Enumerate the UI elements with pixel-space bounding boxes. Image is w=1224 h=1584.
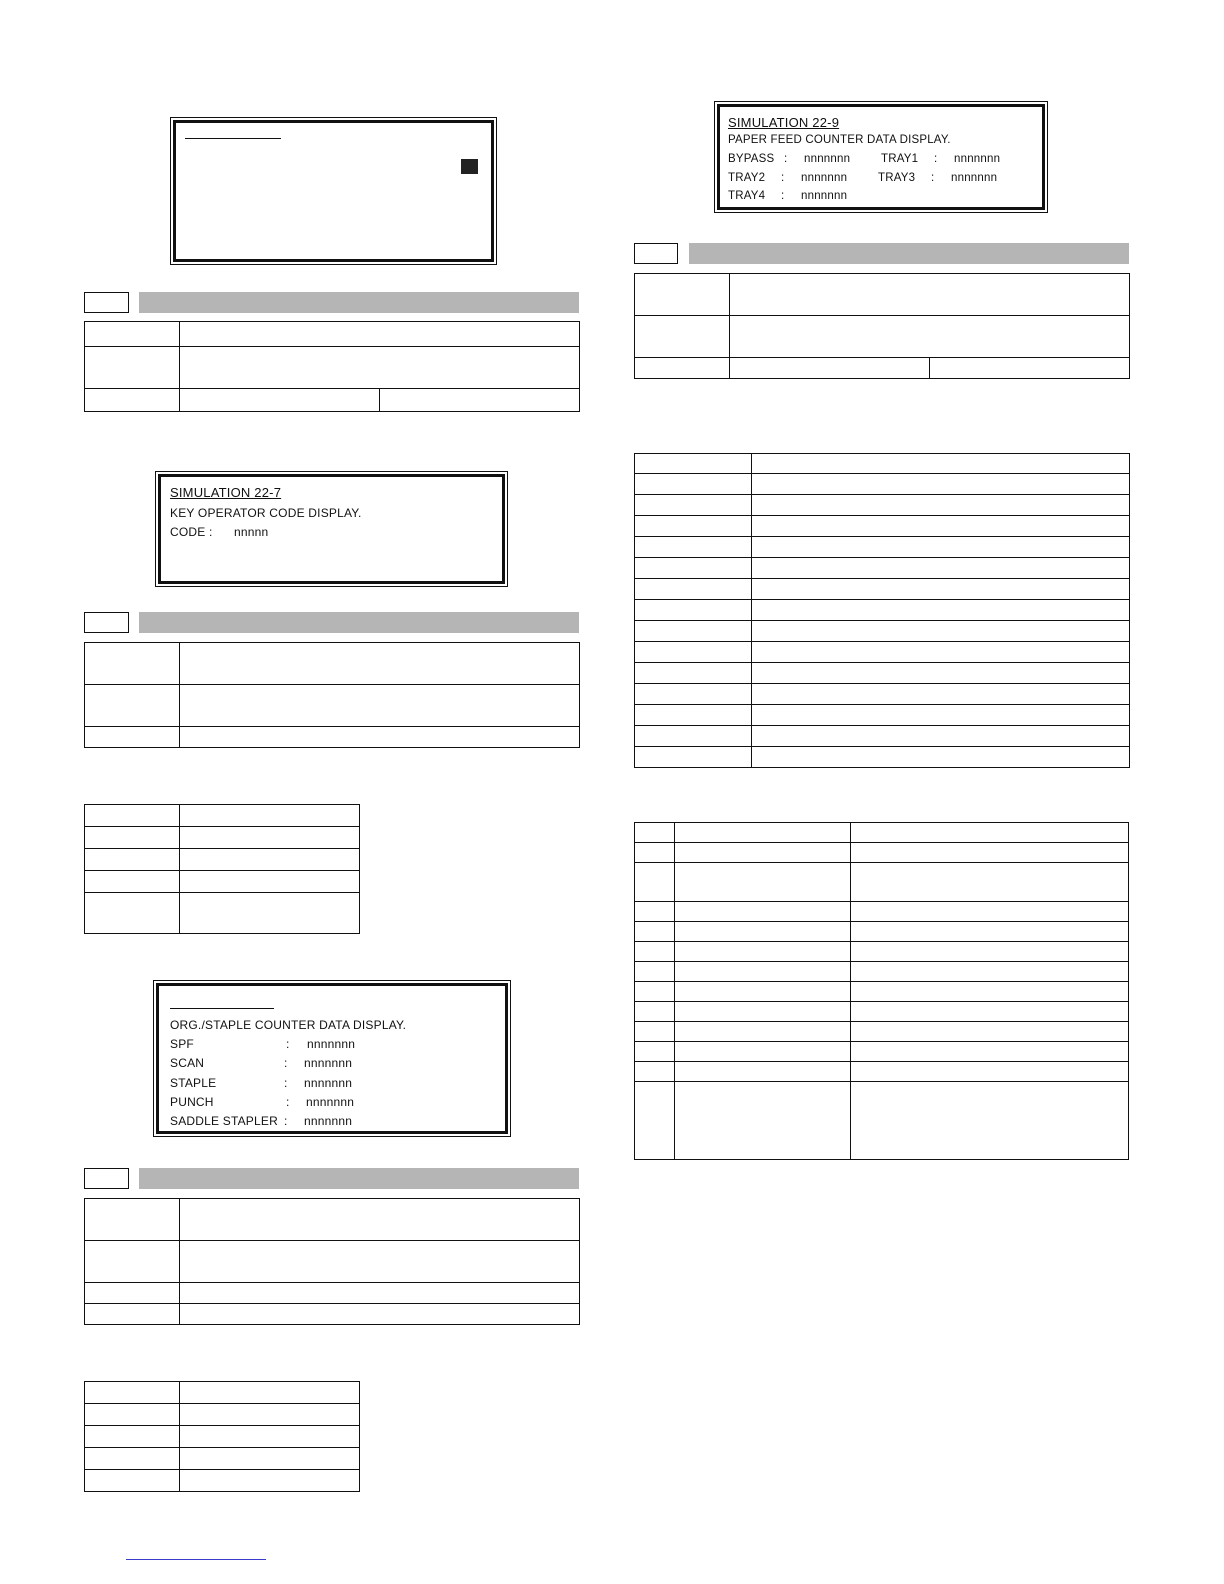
- table-cell: [180, 1199, 580, 1241]
- table-cell: [752, 558, 1130, 579]
- table-cell: [675, 962, 851, 982]
- display-cursor-block: [461, 159, 478, 174]
- table-cell: [635, 516, 752, 537]
- footer-rule: [126, 1559, 266, 1560]
- table-cell: [180, 827, 360, 849]
- table-cell: [635, 663, 752, 684]
- table-cell: [851, 982, 1129, 1002]
- table-cell: [675, 902, 851, 922]
- table-cell: [635, 1082, 675, 1160]
- table-cell: [180, 805, 360, 827]
- table-cell: [635, 316, 730, 358]
- table-cell: [635, 621, 752, 642]
- table-cell: [85, 727, 180, 748]
- counter-label: BYPASS: [728, 153, 775, 165]
- counter-label: TRAY3: [878, 172, 916, 184]
- counter-value: nnnnnnn: [951, 172, 998, 184]
- counter-label: TRAY1: [881, 153, 919, 165]
- table-cell: [85, 893, 180, 934]
- table-cell: [85, 685, 180, 727]
- table-cell: [85, 643, 180, 685]
- table-cell: [635, 982, 675, 1002]
- table-cell: [851, 942, 1129, 962]
- table-cell: [180, 1448, 360, 1470]
- table-cell: [180, 1241, 580, 1283]
- table-cell: [85, 1404, 180, 1426]
- table-cell: [635, 358, 730, 379]
- table-cell: [635, 902, 675, 922]
- section-number-box: [84, 612, 129, 633]
- counter-value: nnnnnnn: [801, 190, 848, 202]
- table-cell: [635, 747, 752, 768]
- display-code-value: nnnnn: [234, 525, 269, 539]
- section-number-box: [634, 243, 678, 264]
- section-title-bar: [689, 243, 1129, 264]
- counter-value: nnnnnnn: [307, 1037, 356, 1051]
- table-cell: [851, 902, 1129, 922]
- table-cell: [85, 347, 180, 389]
- table-cell: [851, 1042, 1129, 1062]
- table-cell: [752, 684, 1130, 705]
- table-cell: [380, 389, 580, 412]
- table-cell: [180, 1382, 360, 1404]
- table-cell: [180, 849, 360, 871]
- table-cell: [635, 1062, 675, 1082]
- table-cell: [635, 823, 675, 843]
- table-cell: [635, 537, 752, 558]
- table-cell: [752, 579, 1130, 600]
- table-cell: [752, 474, 1130, 495]
- table-cell: [851, 1062, 1129, 1082]
- table-cell: [635, 684, 752, 705]
- table-cell: [180, 1404, 360, 1426]
- lcd-display-org-staple: [156, 983, 508, 1134]
- table-cell: [635, 863, 675, 902]
- counter-label: PUNCH: [170, 1095, 214, 1109]
- table-cell: [752, 495, 1130, 516]
- table-cell: [180, 685, 580, 727]
- counter-label: TRAY4: [728, 190, 766, 202]
- table-cell: [675, 823, 851, 843]
- counter-separator: :: [931, 172, 935, 184]
- table-cell: [85, 1448, 180, 1470]
- table-cell: [851, 1022, 1129, 1042]
- table-cell: [635, 600, 752, 621]
- table-cell: [635, 1002, 675, 1022]
- table-cell: [635, 495, 752, 516]
- table-cell: [635, 922, 675, 942]
- spec-table: [84, 321, 580, 412]
- table-cell: [675, 1062, 851, 1082]
- display-title-rule: [170, 1008, 274, 1009]
- counter-separator: :: [286, 1037, 290, 1051]
- counter-label: SADDLE STAPLER: [170, 1114, 278, 1128]
- counter-value: nnnnnnn: [304, 1114, 353, 1128]
- table-cell: [851, 863, 1129, 902]
- table-cell: [752, 454, 1130, 474]
- table-cell: [635, 274, 730, 316]
- table-cell: [85, 805, 180, 827]
- counter-label: TRAY2: [728, 172, 766, 184]
- table-cell: [752, 516, 1130, 537]
- display-title: SIMULATION 22-9: [728, 115, 840, 130]
- table-cell: [851, 1002, 1129, 1022]
- table-cell: [635, 726, 752, 747]
- section-title-bar: [139, 1168, 579, 1189]
- table-cell: [675, 1002, 851, 1022]
- counter-separator: :: [781, 172, 785, 184]
- counter-separator: :: [284, 1056, 288, 1070]
- table-cell: [851, 823, 1129, 843]
- table-cell: [85, 1470, 180, 1492]
- counter-value: nnnnnnn: [804, 153, 851, 165]
- table-cell: [752, 537, 1130, 558]
- table-cell: [675, 922, 851, 942]
- table-cell: [85, 322, 180, 347]
- table-cell: [85, 1199, 180, 1241]
- counter-label: SCAN: [170, 1056, 205, 1070]
- table-cell: [752, 663, 1130, 684]
- table-cell: [85, 1283, 180, 1304]
- table-cell: [85, 1241, 180, 1283]
- counter-value: nnnnnnn: [954, 153, 1001, 165]
- spec-table: [84, 1198, 580, 1325]
- counter-separator: :: [286, 1095, 290, 1109]
- counter-separator: :: [284, 1076, 288, 1090]
- display-line: PAPER FEED COUNTER DATA DISPLAY.: [728, 134, 951, 146]
- counter-value: nnnnnnn: [801, 172, 848, 184]
- lcd-display-blank: [173, 120, 494, 262]
- table-cell: [851, 922, 1129, 942]
- table-cell: [930, 358, 1130, 379]
- table-cell: [730, 358, 930, 379]
- table-cell: [675, 1022, 851, 1042]
- display-code-label: CODE :: [170, 525, 213, 539]
- table-cell: [752, 600, 1130, 621]
- table-cell: [635, 942, 675, 962]
- table-cell: [180, 871, 360, 893]
- counter-label: STAPLE: [170, 1076, 217, 1090]
- table-cell: [675, 1042, 851, 1062]
- table-cell: [85, 871, 180, 893]
- table-cell: [180, 727, 580, 748]
- counter-separator: :: [781, 190, 785, 202]
- section-number-box: [84, 292, 129, 313]
- table-cell: [180, 322, 580, 347]
- table-cell: [85, 827, 180, 849]
- section-number-box: [84, 1168, 129, 1189]
- counter-value: nnnnnnn: [304, 1056, 353, 1070]
- counter-separator: :: [284, 1114, 288, 1128]
- table-cell: [635, 474, 752, 495]
- section-title-bar: [139, 612, 579, 633]
- table-cell: [675, 1082, 851, 1160]
- table-cell: [85, 1382, 180, 1404]
- table-cell: [635, 579, 752, 600]
- counter-value: nnnnnnn: [306, 1095, 355, 1109]
- table-cell: [730, 274, 1130, 316]
- table-cell: [635, 962, 675, 982]
- table-cell: [752, 726, 1130, 747]
- table-cell: [85, 1304, 180, 1325]
- table-cell: [675, 982, 851, 1002]
- counter-separator: :: [934, 153, 938, 165]
- table-cell: [851, 843, 1129, 863]
- table-cell: [635, 454, 752, 474]
- table-cell: [851, 962, 1129, 982]
- table-cell: [730, 316, 1130, 358]
- display-line: KEY OPERATOR CODE DISPLAY.: [170, 506, 362, 520]
- table-cell: [85, 1426, 180, 1448]
- data-table: [634, 822, 1129, 1160]
- table-cell: [675, 942, 851, 962]
- data-table: [634, 453, 1130, 768]
- table-cell: [635, 642, 752, 663]
- table-cell: [180, 389, 380, 412]
- spec-table: [84, 642, 580, 748]
- table-cell: [635, 1022, 675, 1042]
- table-cell: [180, 1470, 360, 1492]
- table-cell: [85, 389, 180, 412]
- lcd-display-sim-22-7: [158, 474, 505, 584]
- counter-label: SPF: [170, 1037, 194, 1051]
- table-cell: [180, 1304, 580, 1325]
- display-title: SIMULATION 22-7: [170, 485, 282, 500]
- table-cell: [851, 1082, 1129, 1160]
- table-cell: [180, 893, 360, 934]
- table-cell: [635, 705, 752, 726]
- table-cell: [85, 849, 180, 871]
- table-cell: [180, 347, 580, 389]
- table-cell: [675, 863, 851, 902]
- table-cell: [752, 705, 1130, 726]
- table-cell: [752, 642, 1130, 663]
- table-cell: [752, 621, 1130, 642]
- table-cell: [752, 747, 1130, 768]
- spec-table: [634, 273, 1130, 379]
- lcd-display-sim-22-9: [717, 104, 1045, 210]
- table-cell: [180, 1283, 580, 1304]
- section-title-bar: [139, 292, 579, 313]
- table-cell: [635, 843, 675, 863]
- table-cell: [635, 1042, 675, 1062]
- display-line: ORG./STAPLE COUNTER DATA DISPLAY.: [170, 1018, 407, 1032]
- counter-separator: :: [784, 153, 788, 165]
- counter-value: nnnnnnn: [304, 1076, 353, 1090]
- table-cell: [675, 843, 851, 863]
- display-title-rule: [185, 138, 281, 139]
- table-cell: [635, 558, 752, 579]
- data-table: [84, 804, 360, 934]
- data-table: [84, 1381, 360, 1492]
- table-cell: [180, 643, 580, 685]
- table-cell: [180, 1426, 360, 1448]
